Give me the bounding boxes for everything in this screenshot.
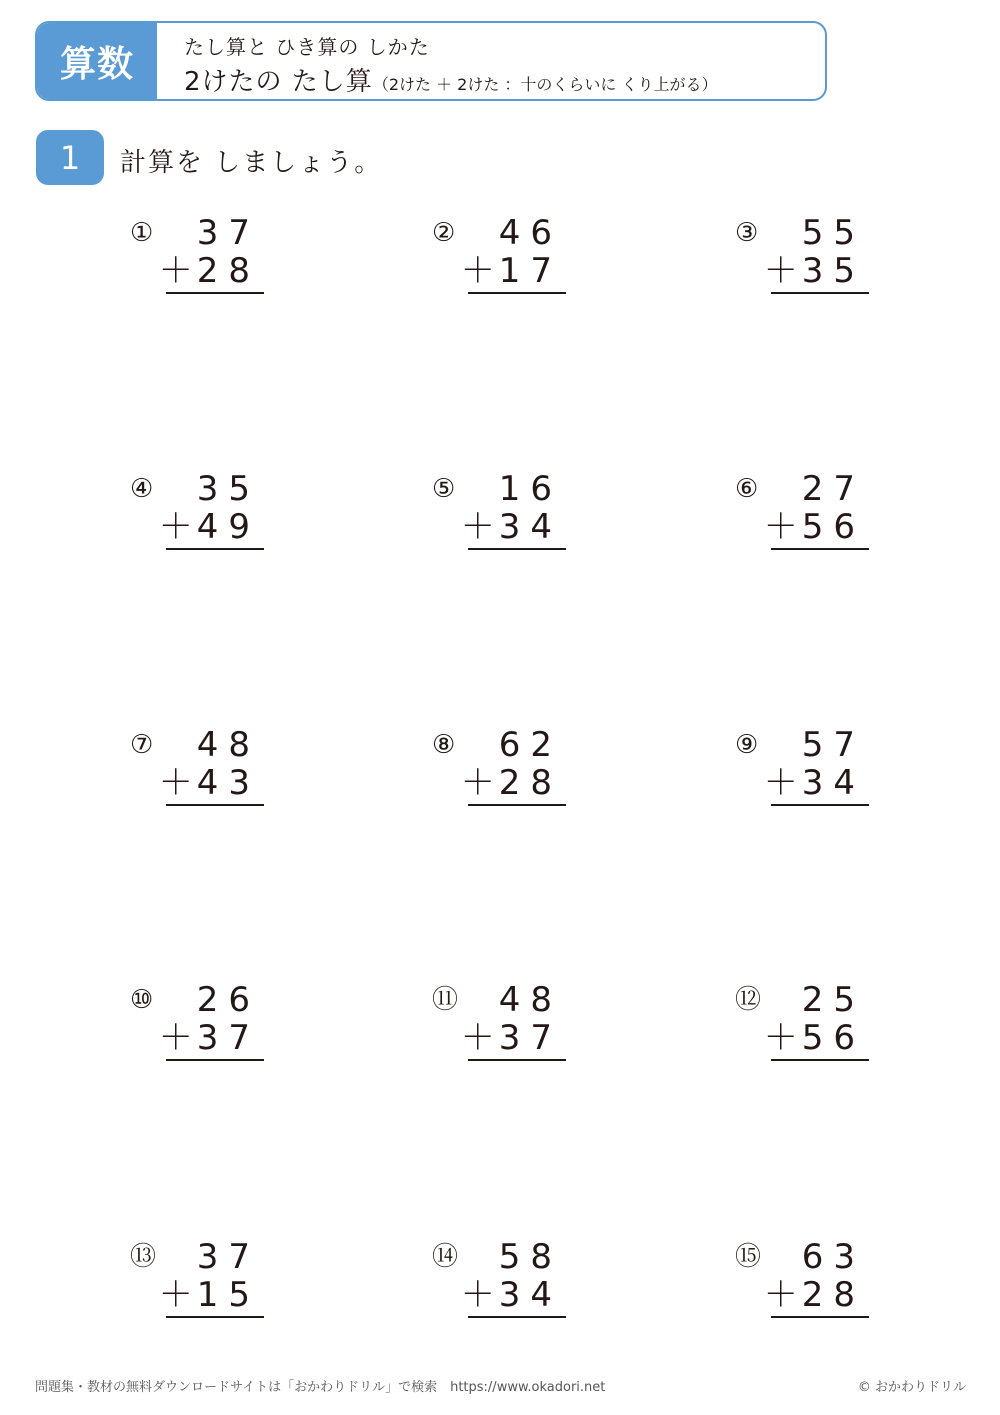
answer-line [468,292,566,294]
problem-bottom-number: 35 [801,251,865,291]
header-title-text: 2けたの たし算 [184,67,373,97]
plus-sign: ＋ [158,507,197,547]
problem-bottom-number: 49 [196,507,260,547]
problem-top-number: 35 [196,469,260,509]
problem-10 [130,980,290,1063]
plus-sign: ＋ [460,763,499,803]
problem-bottom-number: 28 [801,1275,865,1315]
problem-index: ⑨ [735,730,759,760]
problem-bottom-row [763,251,865,291]
problem-index: ⑮ [735,1242,762,1272]
answer-line [166,1059,264,1061]
problem-index: ⑬ [130,1242,157,1272]
problem-index: ⑥ [735,474,759,504]
answer-line [771,1316,869,1318]
problem-bottom-number: 28 [196,251,260,291]
problem-6 [735,469,895,552]
problem-index: ① [130,218,154,248]
problem-index: ⑩ [130,985,154,1015]
answer-line [771,804,869,806]
plus-sign: ＋ [460,1275,499,1315]
plus-sign: ＋ [763,251,802,291]
problem-top-number: 55 [801,213,865,253]
problem-index: ⑧ [432,730,456,760]
plus-sign: ＋ [763,1018,802,1058]
problem-index: ⑪ [432,985,459,1015]
problem-index: ⑫ [735,985,762,1015]
problem-7 [130,725,290,808]
problem-top-number: 37 [196,1237,260,1277]
problem-bottom-row [460,251,562,291]
header-box [35,21,827,101]
problem-9 [735,725,895,808]
problem-top-number: 48 [498,980,562,1020]
answer-line [166,1316,264,1318]
problem-bottom-number: 37 [196,1018,260,1058]
problem-index: ④ [130,474,154,504]
problem-top-number: 16 [498,469,562,509]
header-subtitle: たし算と ひき算の しかた [184,35,430,59]
header-note: （2けた ＋ 2けた ：十のくらいに くり上がる） [372,75,718,94]
problem-5 [432,469,592,552]
plus-sign: ＋ [460,1018,499,1058]
problem-bottom-row [158,1018,260,1058]
problem-bottom-row [763,763,865,803]
problem-8 [432,725,592,808]
problem-11 [432,980,592,1063]
answer-line [166,804,264,806]
problem-index: ⑭ [432,1242,459,1272]
subject-badge: 算数 [37,23,157,99]
answer-line [771,292,869,294]
problem-12 [735,980,895,1063]
problem-bottom-number: 37 [498,1018,562,1058]
plus-sign: ＋ [158,251,197,291]
problem-index: ⑦ [130,730,154,760]
problem-top-number: 25 [801,980,865,1020]
problem-14 [432,1237,592,1320]
plus-sign: ＋ [460,251,499,291]
footer-copyright: © おかわりドリル [857,1380,966,1395]
problem-bottom-number: 17 [498,251,562,291]
problem-bottom-number: 34 [498,507,562,547]
answer-line [468,804,566,806]
problem-1 [130,213,290,296]
section-number-badge: 1 [36,130,104,185]
problem-top-number: 46 [498,213,562,253]
problem-bottom-number: 15 [196,1275,260,1315]
answer-line [468,1316,566,1318]
problem-top-number: 63 [801,1237,865,1277]
problem-bottom-number: 56 [801,507,865,547]
header-title [184,61,718,98]
problem-4 [130,469,290,552]
problem-top-number: 27 [801,469,865,509]
problem-bottom-row [158,251,260,291]
problem-index: ③ [735,218,759,248]
problem-bottom-row [460,1275,562,1315]
problem-bottom-number: 34 [801,763,865,803]
problem-bottom-number: 43 [196,763,260,803]
problem-bottom-row [460,1018,562,1058]
problem-2 [432,213,592,296]
problem-index: ② [432,218,456,248]
problem-13 [130,1237,290,1320]
answer-line [166,548,264,550]
problem-bottom-row [460,507,562,547]
problem-3 [735,213,895,296]
problem-bottom-number: 34 [498,1275,562,1315]
problem-bottom-row [460,763,562,803]
problem-bottom-row [158,507,260,547]
problem-bottom-number: 28 [498,763,562,803]
problem-top-number: 37 [196,213,260,253]
plus-sign: ＋ [763,763,802,803]
plus-sign: ＋ [460,507,499,547]
problem-bottom-row [763,1018,865,1058]
problem-15 [735,1237,895,1320]
answer-line [771,548,869,550]
problem-top-number: 48 [196,725,260,765]
answer-line [166,292,264,294]
plus-sign: ＋ [158,1275,197,1315]
problem-index: ⑤ [432,474,456,504]
plus-sign: ＋ [763,507,802,547]
problem-bottom-number: 56 [801,1018,865,1058]
problem-bottom-row [158,763,260,803]
problem-bottom-row [158,1275,260,1315]
plus-sign: ＋ [158,763,197,803]
problem-bottom-row [763,1275,865,1315]
answer-line [468,548,566,550]
problem-top-number: 26 [196,980,260,1020]
problem-bottom-row [763,507,865,547]
footer-site-note: 問題集・教材の無料ダウンロードサイトは「おかわりドリル」で検索 https://www.okadori.net [35,1380,606,1395]
instruction-text: 計算を しましょう。 [120,148,383,178]
problem-top-number: 62 [498,725,562,765]
plus-sign: ＋ [763,1275,802,1315]
answer-line [468,1059,566,1061]
problem-top-number: 58 [498,1237,562,1277]
problem-top-number: 57 [801,725,865,765]
plus-sign: ＋ [158,1018,197,1058]
answer-line [771,1059,869,1061]
